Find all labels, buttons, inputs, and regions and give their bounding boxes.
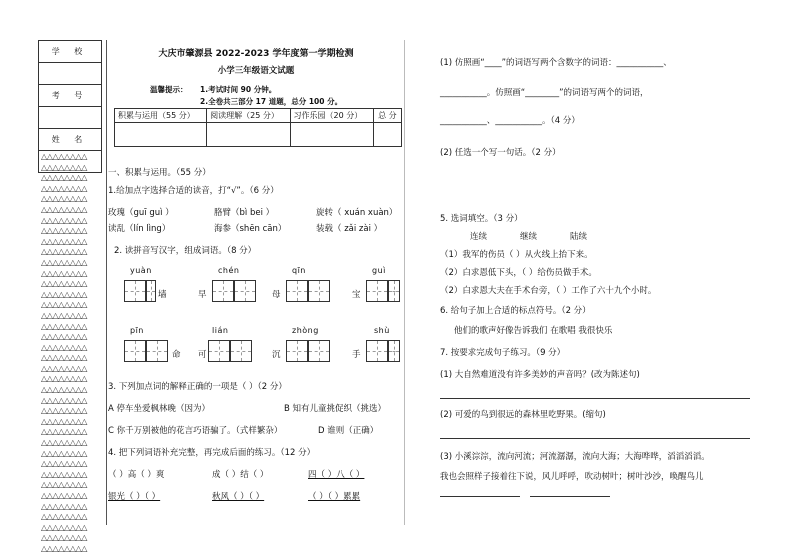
score-cell[interactable] [373,123,401,147]
score-header-1: 积累与运用（55 分） [115,109,207,123]
triangle-row: △△△△△△△△ [41,448,88,458]
triangle-row: △△△△△△△△ [41,416,88,426]
triangle-row: △△△△△△△△ [41,469,88,479]
exam-number-field[interactable] [39,107,102,129]
char-box[interactable] [308,340,330,362]
answer-line[interactable] [440,438,750,439]
char-box[interactable] [388,280,400,302]
pinyin-label: pīn [130,326,144,335]
q3-option-c[interactable]: C 你千万别被他的花言巧语骗了。（式样繁杂） [108,426,283,436]
r1-line-a: (1) 仿照画“____”的词语写两个含数字的词语：___________、 [440,58,672,68]
char-box[interactable] [234,280,256,302]
char-box[interactable] [286,340,308,362]
triangle-row: △△△△△△△△ [41,268,88,278]
char-hint: 可 [198,350,207,360]
answer-line[interactable] [530,496,610,497]
char-hint: 早 [198,290,207,300]
q1-item-6[interactable]: 装载（ zǎi zài ） [316,224,383,234]
char-box[interactable] [208,340,230,362]
q5-word-2: 继续 [520,232,538,242]
pinyin-label: shù [374,326,390,335]
triangle-row: △△△△△△△△ [41,395,88,405]
triangle-row: △△△△△△△△ [41,459,88,469]
triangle-row: △△△△△△△△ [41,491,88,500]
pinyin-label: qīn [292,266,306,275]
char-hint: 手 [352,350,361,360]
triangle-row: △△△△△△△△ [41,374,88,384]
r1-line-c: ___________、___________。（4 分） [440,116,580,126]
triangle-row: △△△△△△△△ [41,522,88,532]
triangle-row: △△△△△△△△ [41,194,88,204]
triangle-row: △△△△△△△△ [41,363,88,373]
pinyin-label: zhòng [292,326,319,335]
triangle-row: △△△△△△△△ [41,533,88,543]
school-field[interactable] [39,63,102,85]
triangle-row: △△△△△△△△ [41,279,88,289]
triangle-row: △△△△△△△△ [41,152,88,161]
section-1-heading: 一、积累与运用。（55 分） [108,168,211,178]
q5-word-3: 陆续 [570,232,588,242]
char-box[interactable] [388,340,400,362]
notice-label: 温馨提示： [150,85,188,94]
binding-line [106,40,107,525]
score-cell[interactable] [207,123,290,147]
notice-line-1: 1.考试时间 90 分钟。 [200,85,277,94]
triangle-row: △△△△△△△△ [41,310,88,320]
q6-sentence[interactable]: 他们的歌声好像告诉我们 在歌唱 我很快乐 [454,326,613,336]
pinyin-label: guì [372,266,386,275]
char-hint: 命 [172,350,181,360]
char-box-half [146,280,156,302]
char-box[interactable] [308,280,330,302]
answer-line[interactable] [440,398,750,399]
question-1: 1.给加点字选择合适的读音，打“√”。（6 分） [108,186,279,196]
pinyin-label: yuàn [130,266,152,275]
triangle-row: △△△△△△△△ [41,226,88,236]
char-box[interactable] [124,340,146,362]
q1-item-2[interactable]: 胳臂（bì bei ） [214,208,275,218]
question-3: 3. 下列加点词的解释正确的一项是（ ）（2 分） [108,382,287,392]
q4-word-1[interactable]: （ ）高（ ）爽 [108,470,165,480]
pinyin-label: lián [212,326,229,335]
question-7: 7. 按要求完成句子练习。（9 分） [440,348,566,358]
triangle-row: △△△△△△△△ [41,385,88,395]
char-hint: 沉 [272,350,281,360]
triangle-row: △△△△△△△△ [41,247,88,257]
page-divider [404,40,405,525]
triangle-row: △△△△△△△△ [41,173,88,183]
triangle-row: △△△△△△△△ [41,204,88,214]
q3-option-b[interactable]: B 知有儿童挑促织（挑选） [284,404,387,414]
q3-option-a[interactable]: A 停车坐爱枫林晚（因为） [108,404,211,414]
exam-number-label: 考 号 [39,85,102,107]
q1-item-5[interactable]: 海参（shēn cān） [214,224,287,234]
q4-word-2[interactable]: 成（ ）结（ ） [212,470,269,480]
q1-item-4[interactable]: 读乱（lín lìng） [108,224,171,234]
name-label: 姓 名 [39,129,102,151]
q4-word-6[interactable]: （ ）（ ）累累 [308,492,361,502]
char-box[interactable] [230,340,252,362]
q5-sentence-3[interactable]: （2）白求恩大夫在手术台旁，（ ）工作了六十九个小时。 [440,286,657,296]
question-4: 4. 把下列词语补充完整，再完成后面的练习。（12 分） [108,448,316,458]
char-hint: 母 [272,290,281,300]
q7-item-3b: 我也会照样子接着往下说，风儿呼呼，吹动树叶；树叶沙沙，唤醒鸟儿 [440,472,704,482]
triangle-row: △△△△△△△△ [41,332,88,342]
triangle-row: △△△△△△△△ [41,300,88,310]
score-header-4: 总 分 [373,109,401,123]
binding-triangles [41,152,103,555]
char-box[interactable] [146,340,168,362]
triangle-row: △△△△△△△△ [41,512,88,522]
binding-column [38,40,102,553]
exam-title: 大庆市肇源县 2022-2023 学年度第一学期检测 [158,49,354,59]
answer-line[interactable] [440,496,520,497]
triangle-row: △△△△△△△△ [41,257,88,267]
triangle-row: △△△△△△△△ [41,321,88,331]
char-box[interactable] [124,280,146,302]
score-header-2: 阅读理解（25 分） [207,109,290,123]
q7-item-1: (1) 大自然难道没有许多美妙的声音吗？(改为陈述句) [440,370,640,380]
triangle-row: △△△△△△△△ [41,353,88,363]
triangle-row: △△△△△△△△ [41,501,88,511]
char-hint: 墙 [158,290,167,300]
score-cell[interactable] [290,123,373,147]
triangle-row: △△△△△△△△ [41,215,88,225]
q1-item-1[interactable]: 玫瑰（guī guì ） [108,208,174,218]
q5-sentence-1[interactable]: （1）我军的伤员（ ）从火线上抬下来。 [440,250,593,260]
triangle-row: △△△△△△△△ [41,427,88,437]
q3-option-d[interactable]: D 谁则（正确） [318,426,379,436]
char-box[interactable] [286,280,308,302]
question-5: 5. 选词填空。（3 分） [440,214,523,224]
triangle-row: △△△△△△△△ [41,406,88,416]
triangle-row: △△△△△△△△ [41,342,88,352]
r1-line-b: ___________。仿照画“________”的词语写两个的词语， [440,88,649,98]
q4-word-3[interactable]: 四（ ）八（ ） [308,470,365,480]
pinyin-label: chén [218,266,240,275]
q7-item-3a: (3) 小溪淙淙，流向河流；河流潺潺，流向大海；大海哗哗，滔滔滔滔。 [440,452,710,462]
char-box[interactable] [366,280,388,302]
q4-word-4[interactable]: 银光（ ）（ ） [108,492,161,502]
char-box[interactable] [366,340,388,362]
q7-item-2: (2) 可爱的鸟到很远的森林里吃野果。(缩句) [440,410,606,420]
score-table [114,108,402,147]
score-cell[interactable] [115,123,207,147]
q5-word-1: 连续 [470,232,488,242]
score-header-3: 习作乐园（20 分） [290,109,373,123]
question-6: 6. 给句子加上合适的标点符号。（2 分） [440,306,591,316]
q1-item-3[interactable]: 旋转（ xuán xuàn） [316,208,398,218]
triangle-row: △△△△△△△△ [41,236,88,246]
char-hint: 宝 [352,290,361,300]
question-2: 2. 读拼音写汉字，组成词语。（8 分） [114,246,257,256]
exam-subtitle: 小学三年级语文试题 [217,66,295,76]
triangle-row: △△△△△△△△ [41,543,88,553]
r2-prompt: (2) 任选一个写一句话。（2 分） [440,148,561,158]
triangle-row: △△△△△△△△ [41,162,88,172]
triangle-row: △△△△△△△△ [41,438,88,448]
triangle-row: △△△△△△△△ [41,289,88,299]
char-box[interactable] [212,280,234,302]
school-label: 学 校 [39,41,102,63]
q5-sentence-2[interactable]: （2）白求恩低下头，（ ）给伤员做手术。 [440,268,597,278]
q4-word-5[interactable]: 秋风（ ）（ ） [212,492,265,502]
notice-line-2: 2.全卷共三部分 17 道题，总分 100 分。 [200,97,343,106]
triangle-row: △△△△△△△△ [41,183,88,193]
triangle-row: △△△△△△△△ [41,480,88,490]
